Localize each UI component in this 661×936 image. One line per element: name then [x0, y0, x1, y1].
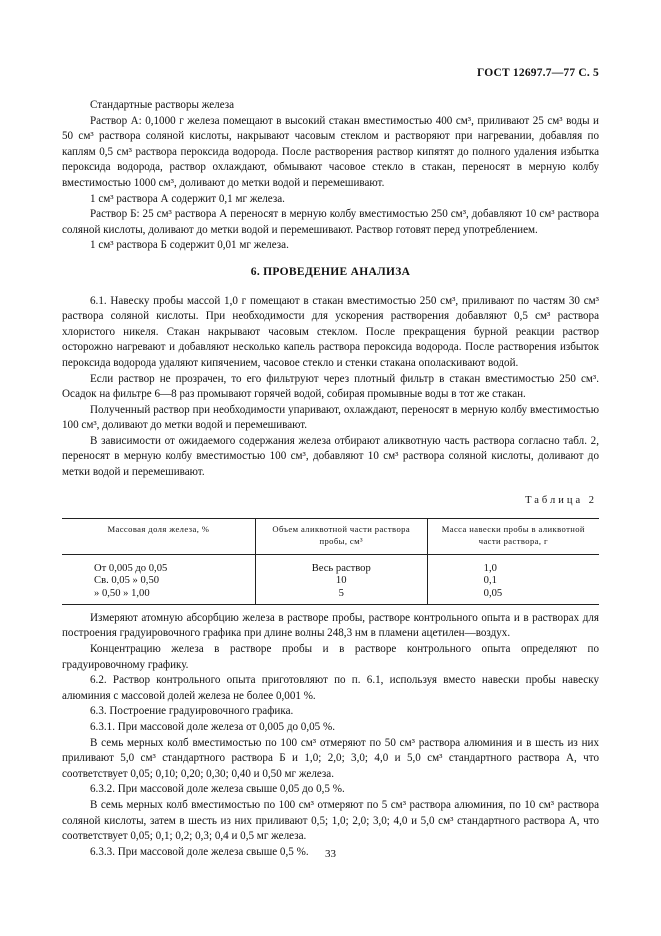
column-header: Объем аликвотной части раствора пробы, см³	[255, 519, 427, 555]
table-row	[62, 588, 599, 605]
table-row	[62, 575, 599, 587]
column-header: Масса навески пробы в аликвотной части раствора, г	[427, 519, 599, 555]
table-cell: » 0,50 » 1,00	[62, 588, 255, 605]
paragraph: 1 см³ раствора А содержит 0,1 мг железа.	[90, 192, 285, 205]
paragraph: Измеряют атомную абсорбцию железа в растворе пробы, растворе контрольного опыта и в растворах для построения градуировочного графика при длине волны 248,3 нм в пламени ацетилен—воздух.	[62, 611, 599, 640]
paragraph: Раствор Б: 25 см³ раствора А переносят в мерную колбу вместимостью 250 см³, добавляют 10 см³ раствора соляной кислоты, доливают до метки водой и перемешивают. Раствор готовят перед употреблением.	[62, 208, 599, 236]
table-cell: 10	[255, 575, 427, 587]
table-cell: 1,0	[427, 555, 599, 576]
table-caption: Таблица 2	[525, 494, 597, 506]
table-cell: От 0,005 до 0,05	[94, 563, 168, 575]
table-cell: 0,1	[427, 575, 599, 587]
paragraph: 6.3.1. При массовой доле железа от 0,005 до 0,05 %.	[90, 721, 336, 734]
table-cell: Св. 0,05 » 0,50	[94, 575, 160, 587]
paragraph: Полученный раствор при необходимости упаривают, охлаждают, переносят в мерную колбу вместимостью 100 см³, доливают до метки водой и перемешивают.	[62, 403, 599, 432]
paragraph: 6.3.2. При массовой доле железа свыше 0,05 до 0,5 %.	[90, 783, 345, 796]
paragraph: Концентрацию железа в растворе пробы и в растворе контрольного опыта определяют по градуировочному графику.	[62, 643, 599, 671]
table-cell: Весь раствор	[255, 555, 427, 576]
paragraph: В семь мерных колб вместимостью по 100 см³ отмеряют по 5 см³ раствора алюминия, по 10 см³ раствора соляной кислоты, затем в шесть из них приливают 0,5; 1,0; 2,0; 3,0; 4,0 и 5,0 см³ стандартного раствора А, что соответствует 0,05; 0,1; 0,2; 0,3; 0,4 и 0,5 мг железа.	[62, 798, 599, 843]
paragraph: Если раствор не прозрачен, то его фильтруют через плотный фильтр в стакан вместимостью 250 см³. Осадок на фильтре 6—8 раз промывают горячей водой, собирая промывные воды в тот же стакан.	[62, 372, 599, 401]
paragraph: В семь мерных колб вместимостью по 100 см³ отмеряют по 50 см³ раствора алюминия и в шесть из них приливают 5,0 см³ стандартного раствора Б и 1,0; 2,0; 3,0; 4,0 и 5,0 см³ стандартного раствора А, что соответствует 0,05; 0,10; 0,20; 0,30; 0,40 и 0,50 мг железа.	[62, 736, 599, 780]
table-cell: 0,05	[427, 588, 599, 605]
paragraph: В зависимости от ожидаемого содержания железа отбирают аликвотную часть раствора согласно табл. 2, переносят в мерную колбу вместимостью 100 см³, добавляют 10 см³ раствора соляной кислоты, доливают до метки водой и перемешивают.	[62, 434, 599, 479]
table-cell: 5	[255, 588, 427, 605]
page-header: ГОСТ 12697.7—77 С. 5	[476, 67, 599, 79]
column-header: Массовая доля железа, %	[62, 519, 255, 555]
data-table	[62, 518, 599, 605]
paragraph: 6.2. Раствор контрольного опыта приготовляют по п. 6.1, используя вместо навески пробы навеску алюминия с массовой долей железа не более 0,001 %.	[62, 674, 599, 702]
table-header-row	[62, 519, 599, 555]
document-body	[62, 98, 599, 860]
paragraph: Стандартные растворы железа	[90, 99, 235, 111]
paragraph: Раствор А: 0,1000 г железа помещают в высокий стакан вместимостью 400 см³, приливают 25 см³ воды и 50 см³ раствора соляной кислоты, накрывают часовым стеклом и растворяют при нагревании, добавляя по каплям 0,5 см³ раствора пероксида водорода. После растворения раствор кипятят до полного удаления избытка пероксида водорода, раствор охлаждают, обмывают часовое стекло в стакан, переносят в мерную колбу вместимостью 1000 см³, доливают до метки водой и перемешивают.	[62, 114, 599, 189]
table-row	[62, 555, 599, 576]
paragraph: 6.3.3. При массовой доле железа свыше 0,5 %.	[90, 845, 309, 858]
paragraph: 6.3. Построение градуировочного графика.	[90, 705, 294, 718]
section-title: 6. ПРОВЕДЕНИЕ АНАЛИЗА	[250, 265, 411, 278]
page-number: 33	[325, 848, 336, 860]
paragraph: 6.1. Навеску пробы массой 1,0 г помещают в стакан вместимостью 250 см³, приливают по частям 30 см³ раствора соляной кислоты. При необходимости для ускорения растворения добавляют 0,5 см³ раствора хлористого никеля. Стакан накрывают часовым стеклом. После прекращения бурной реакции раствор осторожно нагревают и добавляют несколько капель раствора пероксида водорода. После растворения избыток пероксида водорода удаляют кипячением, часовое стекло и стенки стакана ополаскивают водой.	[62, 294, 599, 369]
paragraph: 1 см³ раствора Б содержит 0,01 мг железа.	[90, 239, 289, 252]
